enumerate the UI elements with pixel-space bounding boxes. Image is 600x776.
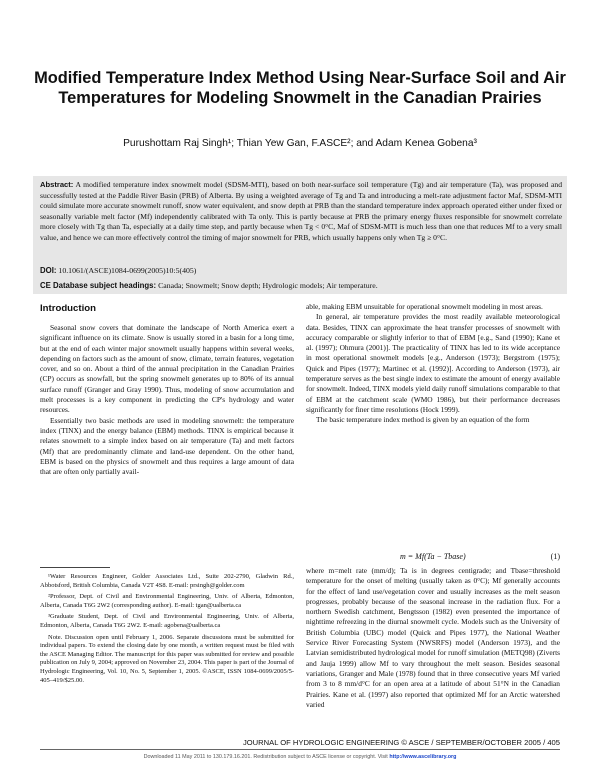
subject-headings-text: Canada; Snowmelt; Snow depth; Hydrologic models; Air temperature. bbox=[158, 281, 378, 290]
equation-number: (1) bbox=[550, 552, 560, 561]
right-column bbox=[306, 302, 560, 426]
intro-paragraph: Seasonal snow covers that dominate the landscape of North America exert a significant influence on its climate. Snow is usually stored in a basin for a long time, but at the end of each winter major snowmelt usually happens within several weeks, depending on factors such as the amount of snow, climate, terrain features, vegetation cover, and so on. About a third of the annual precipitation in the Canadian Prairies (CP) occurs as snowfall, but the spring snowmelt generates up to 80% of its annual surface runoff (Granger and Gray 1990). Thus, modeling of snow accumulation and melt processes is a key component in predicting the CP's hydrology and water resources. bbox=[40, 323, 294, 415]
footnote-note: Note. Discussion open until February 1, 2006. Separate discussions must be submitted for individual papers. To extend the closing date by one month, a written request must be filed with the ASCE Managing Editor. The manuscript for this paper was submitted for review and possible publication on July 9, 2004; approved on November 23, 2004. This paper is part of the Journal of Hydrologic Engineering, Vol. 10, No. 5, September 1, 2005. ©ASCE, ISSN 1084-0699/2005/5-405–419/$25.00. bbox=[40, 633, 294, 684]
footer-divider bbox=[40, 749, 560, 750]
body-paragraph: where m=melt rate (mm/d); Ta is in degrees centigrade; and Tbase=threshold temperature for the onset of melting (usually taken as 0°C); Mf generally accounts for the effect of land use/vegetation cover and usually increases as the melt season progresses, probably because of the seasonal increase in the radiation flux. For a northern Swedish catchment, Bengtsson (1982) even presented the importance of nighttime refreezing in the diurnal snowmelt cycle. Models such as the University of British Columbia (UBC) model (Quick and Pipes 1977), the National Weather Service River Forecasting System (NWSRFS) model (Anderson 1973), and the Latvian semidistributed hydrological model for runoff simulation (METQ98) (Ziverts and Jauja 1999) allow Mf to vary throughout the melt season. Besides seasonal variations, Granger and Male (1978) found that in three consecutive years Mf varied from 3 to 8 mm/d°C for an open area at a latitude of about 51°N in the Canadian Prairies. Kane et al. (1997) also reported that optimized Mf for an Arctic watershed varied bbox=[306, 566, 560, 709]
footnote: ²Professor, Dept. of Civil and Environmental Engineering, Univ. of Alberta, Edmonton, Alberta, Canada T6G 2W2 (corresponding author). E-mail: tgan@ualberta.ca bbox=[40, 593, 294, 609]
paper-title: Modified Temperature Index Method Using Near-Surface Soil and Air Temperatures for Modeling Snowmelt in the Canadian Prairies bbox=[34, 69, 566, 107]
journal-footer: JOURNAL OF HYDROLOGIC ENGINEERING © ASCE / SEPTEMBER/OCTOBER 2005 / 405 bbox=[242, 738, 560, 747]
ascelibrary-link[interactable]: http://www.ascelibrary.org bbox=[389, 754, 457, 760]
doi-value: 10.1061/(ASCE)1084-0699(2005)10:5(405) bbox=[58, 266, 197, 275]
download-text: Downloaded 11 May 2011 to 130.179.16.201. Redistribution subject to ASCE license or copyright. Visit bbox=[143, 754, 388, 760]
abstract-text: A modified temperature index snowmelt model (SDSM-MTI), based on both near-surface soil temperature (Tg) and air temperature (Ta), was proposed and successfully tested at the Paddle River Basin (PRB) of Alberta. By using a weighted average of Tg and Ta and introducing a melt-rate adjustment factor Maf, SDSM-MTI could simulate more accurate snowmelt runoff, snow water equivalent, and snow depth at PRB than the standard temperature index approach operated either under fixed or seasonally variable melt factor (Mf) independently calibrated with Ta only. This is partly because at PRB the primary energy fluxes responsible for snowmelt correlate more closely with Tg than Ta, especially at a daily time step, and partly because when Tg < 0°C, Maf of SDSM-MTI is much less than one that reduces Mf to a very small value, and hence we can more effectively control the timing of major snowmelt for PRB, which usually happens only when Tg ≥ 0°C. bbox=[40, 180, 563, 242]
equation-expression: m = Mf(Ta − Tbase) bbox=[400, 552, 466, 561]
download-notice bbox=[40, 754, 560, 760]
left-column bbox=[40, 323, 294, 477]
abstract-label: Abstract: bbox=[40, 180, 74, 189]
subject-headings-label: CE Database subject headings: bbox=[40, 281, 157, 290]
doi-line bbox=[40, 266, 560, 275]
subject-headings bbox=[40, 281, 560, 290]
author-list: Purushottam Raj Singh¹; Thian Yew Gan, F.ASCE²; and Adam Kenea Gobena³ bbox=[123, 138, 477, 149]
intro-paragraph: Essentially two basic methods are used in modeling snowmelt: the temperature index (TINX) and the energy balance (EBM) methods. TINX is empirical because it relates snowmelt to a simple index based on air temperature (Ta) and melt factors (Mf) that are predominantly climate and land-use dependent. On the other hand, EBM is based on the physics of snowmelt and thus requires a large amount of data that are often only partially avail- bbox=[40, 415, 294, 477]
body-paragraph: The basic temperature index method is given by an equation of the form bbox=[316, 415, 530, 425]
footnote: ¹Water Resources Engineer, Golder Associates Ltd., Suite 202-2790, Gladwin Rd., Abbotsford, British Columbia, Canada V2T 4S8. E-mail: prsingh@golder.com bbox=[40, 573, 294, 589]
right-column-lower bbox=[306, 566, 560, 710]
body-paragraph: In general, air temperature provides the most readily available meteorological data. Besides, TINX can approximate the heat transfer processes of snowmelt with accuracy comparable or slightly inferior to that of EBM [e.g., Sand (1990); Kane et al. (1997); Ohmura (2001)]. The practicality of TINX has led to its wide acceptance in most operational snowmelt models [e.g., Anderson (1973); Bergstrom (1975); Quick and Pipes (1977); Martinec et al. (1992)]. According to Anderson (1973), air temperature serves as the best single index to estimate the amount of energy available for snowmelt. Indeed, TINX models yield daily runoff simulations comparable to that of EBM at the catchment scale (WMO 1986), but their performance decreases significantly for finer time resolutions (Hock 1999). bbox=[306, 312, 560, 414]
footnote: ³Graduate Student, Dept. of Civil and Environmental Engineering, Univ. of Alberta, Edmonton, Alberta, Canada T6G 2W2. E-mail: agobena@ualberta.ca bbox=[40, 613, 294, 629]
body-paragraph: able, making EBM unsuitable for operational snowmelt modeling in most areas. bbox=[306, 302, 543, 311]
footnote-divider bbox=[40, 567, 110, 568]
footnotes bbox=[40, 573, 294, 688]
section-heading-introduction: Introduction bbox=[40, 303, 96, 314]
doi-label: DOI: bbox=[40, 266, 57, 275]
abstract bbox=[40, 180, 562, 243]
